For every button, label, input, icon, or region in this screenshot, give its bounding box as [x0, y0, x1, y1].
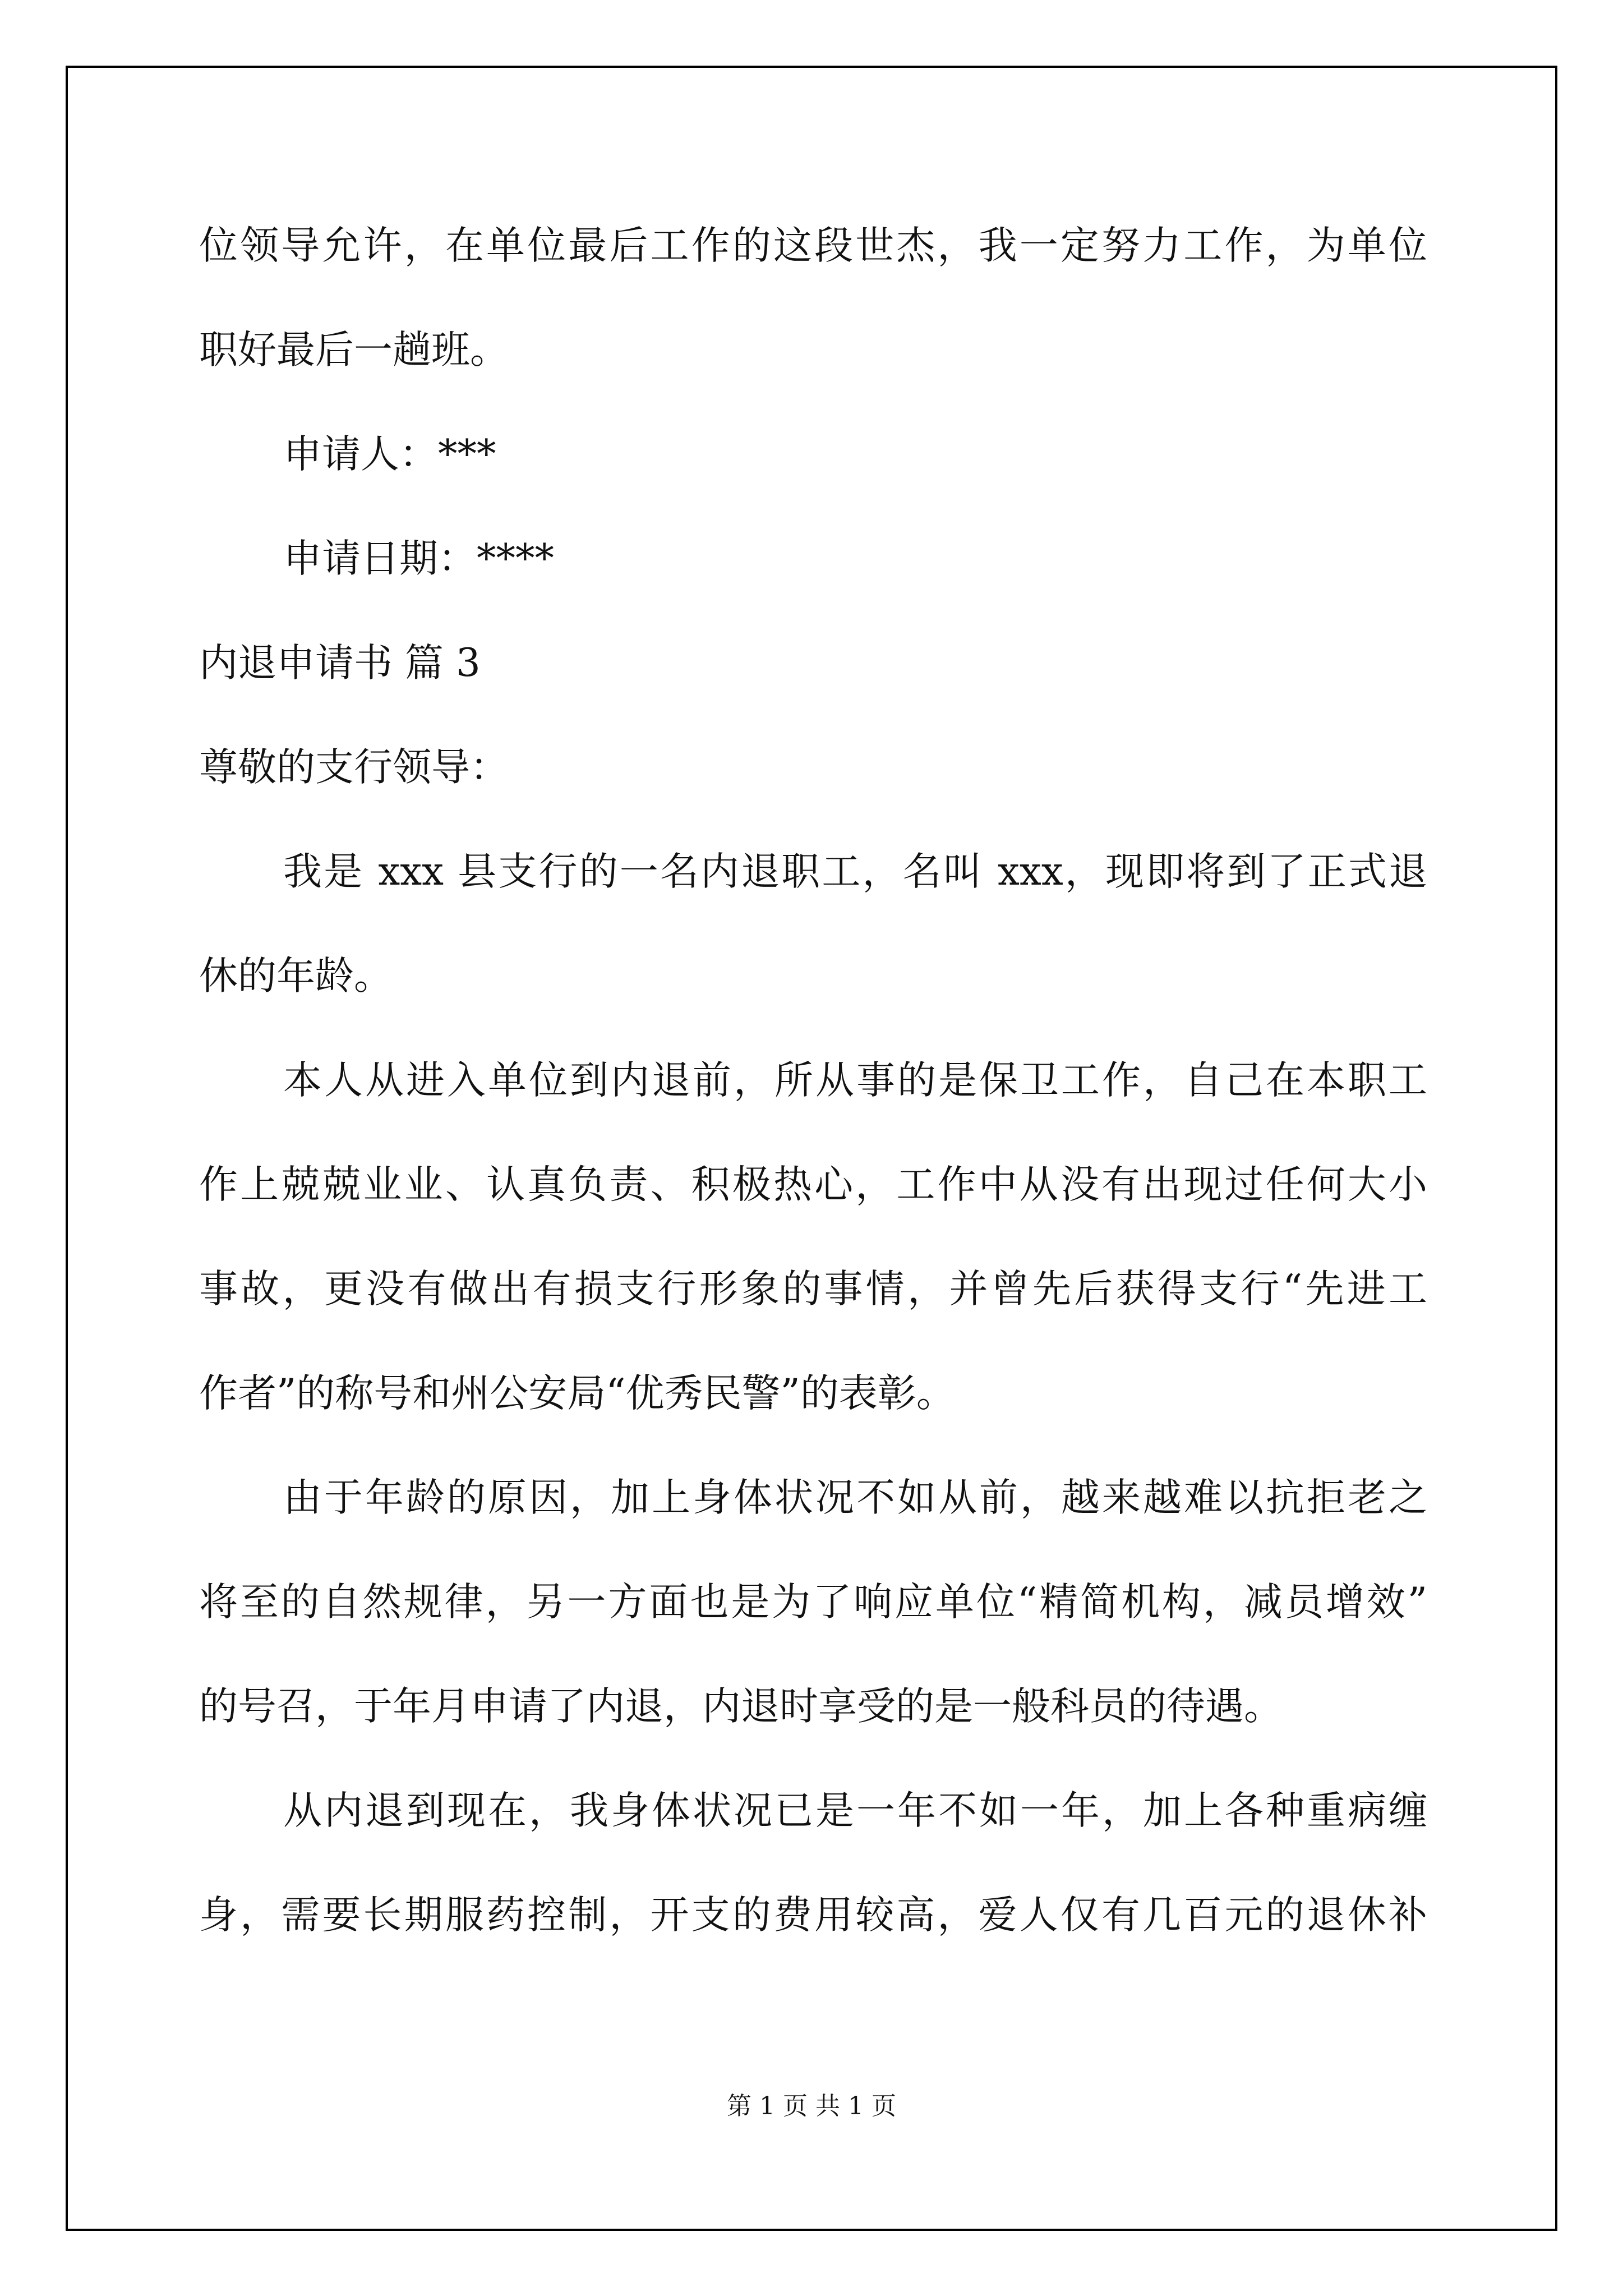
- paragraph-line: 作上兢兢业业、认真负责、积极热心，工作中从没有出现过任何大小: [199, 1162, 1427, 1207]
- application-date-line: 申请日期：****: [283, 536, 554, 581]
- page-footer: 第 1 页 共 1 页: [727, 2092, 896, 2120]
- section-heading: 内退申请书 篇 3: [199, 641, 481, 685]
- paragraph-line: 职好最后一趟班。: [199, 328, 509, 372]
- paragraph-line: 作者”的称号和州公安局“优秀民警”的表彰。: [199, 1371, 955, 1416]
- paragraph-line: 我是 xxx 县支行的一名内退职工，名叫 xxx，现即将到了正式退: [283, 849, 1427, 894]
- paragraph-line: 从内退到现在，我身体状况已是一年不如一年，加上各种重病缠: [283, 1788, 1427, 1833]
- paragraph-line: 休的年龄。: [199, 954, 393, 999]
- paragraph-line: 由于年龄的原因，加上身体状况不如从前，越来越难以抗拒老之: [283, 1475, 1427, 1520]
- paragraph-line: 身，需要长期服药控制，开支的费用较高，爱人仅有几百元的退休补: [199, 1893, 1427, 1938]
- salutation: 尊敬的支行领导：: [199, 745, 509, 790]
- paragraph-line: 本人从进入单位到内退前，所从事的是保卫工作，自己在本职工: [283, 1058, 1427, 1103]
- paragraph-line: 位领导允许，在单位最后工作的这段世杰，我一定努力工作，为单位: [199, 223, 1427, 268]
- paragraph-line: 的号召，于年月申请了内退，内退时享受的是一般科员的待遇。: [199, 1684, 1283, 1729]
- paragraph-line: 事故，更没有做出有损支行形象的事情，并曾先后获得支行“先进工: [199, 1267, 1427, 1312]
- paragraph-line: 将至的自然规律，另一方面也是为了响应单位“精简机构，减员增效”: [199, 1580, 1427, 1625]
- applicant-line: 申请人：***: [283, 432, 496, 477]
